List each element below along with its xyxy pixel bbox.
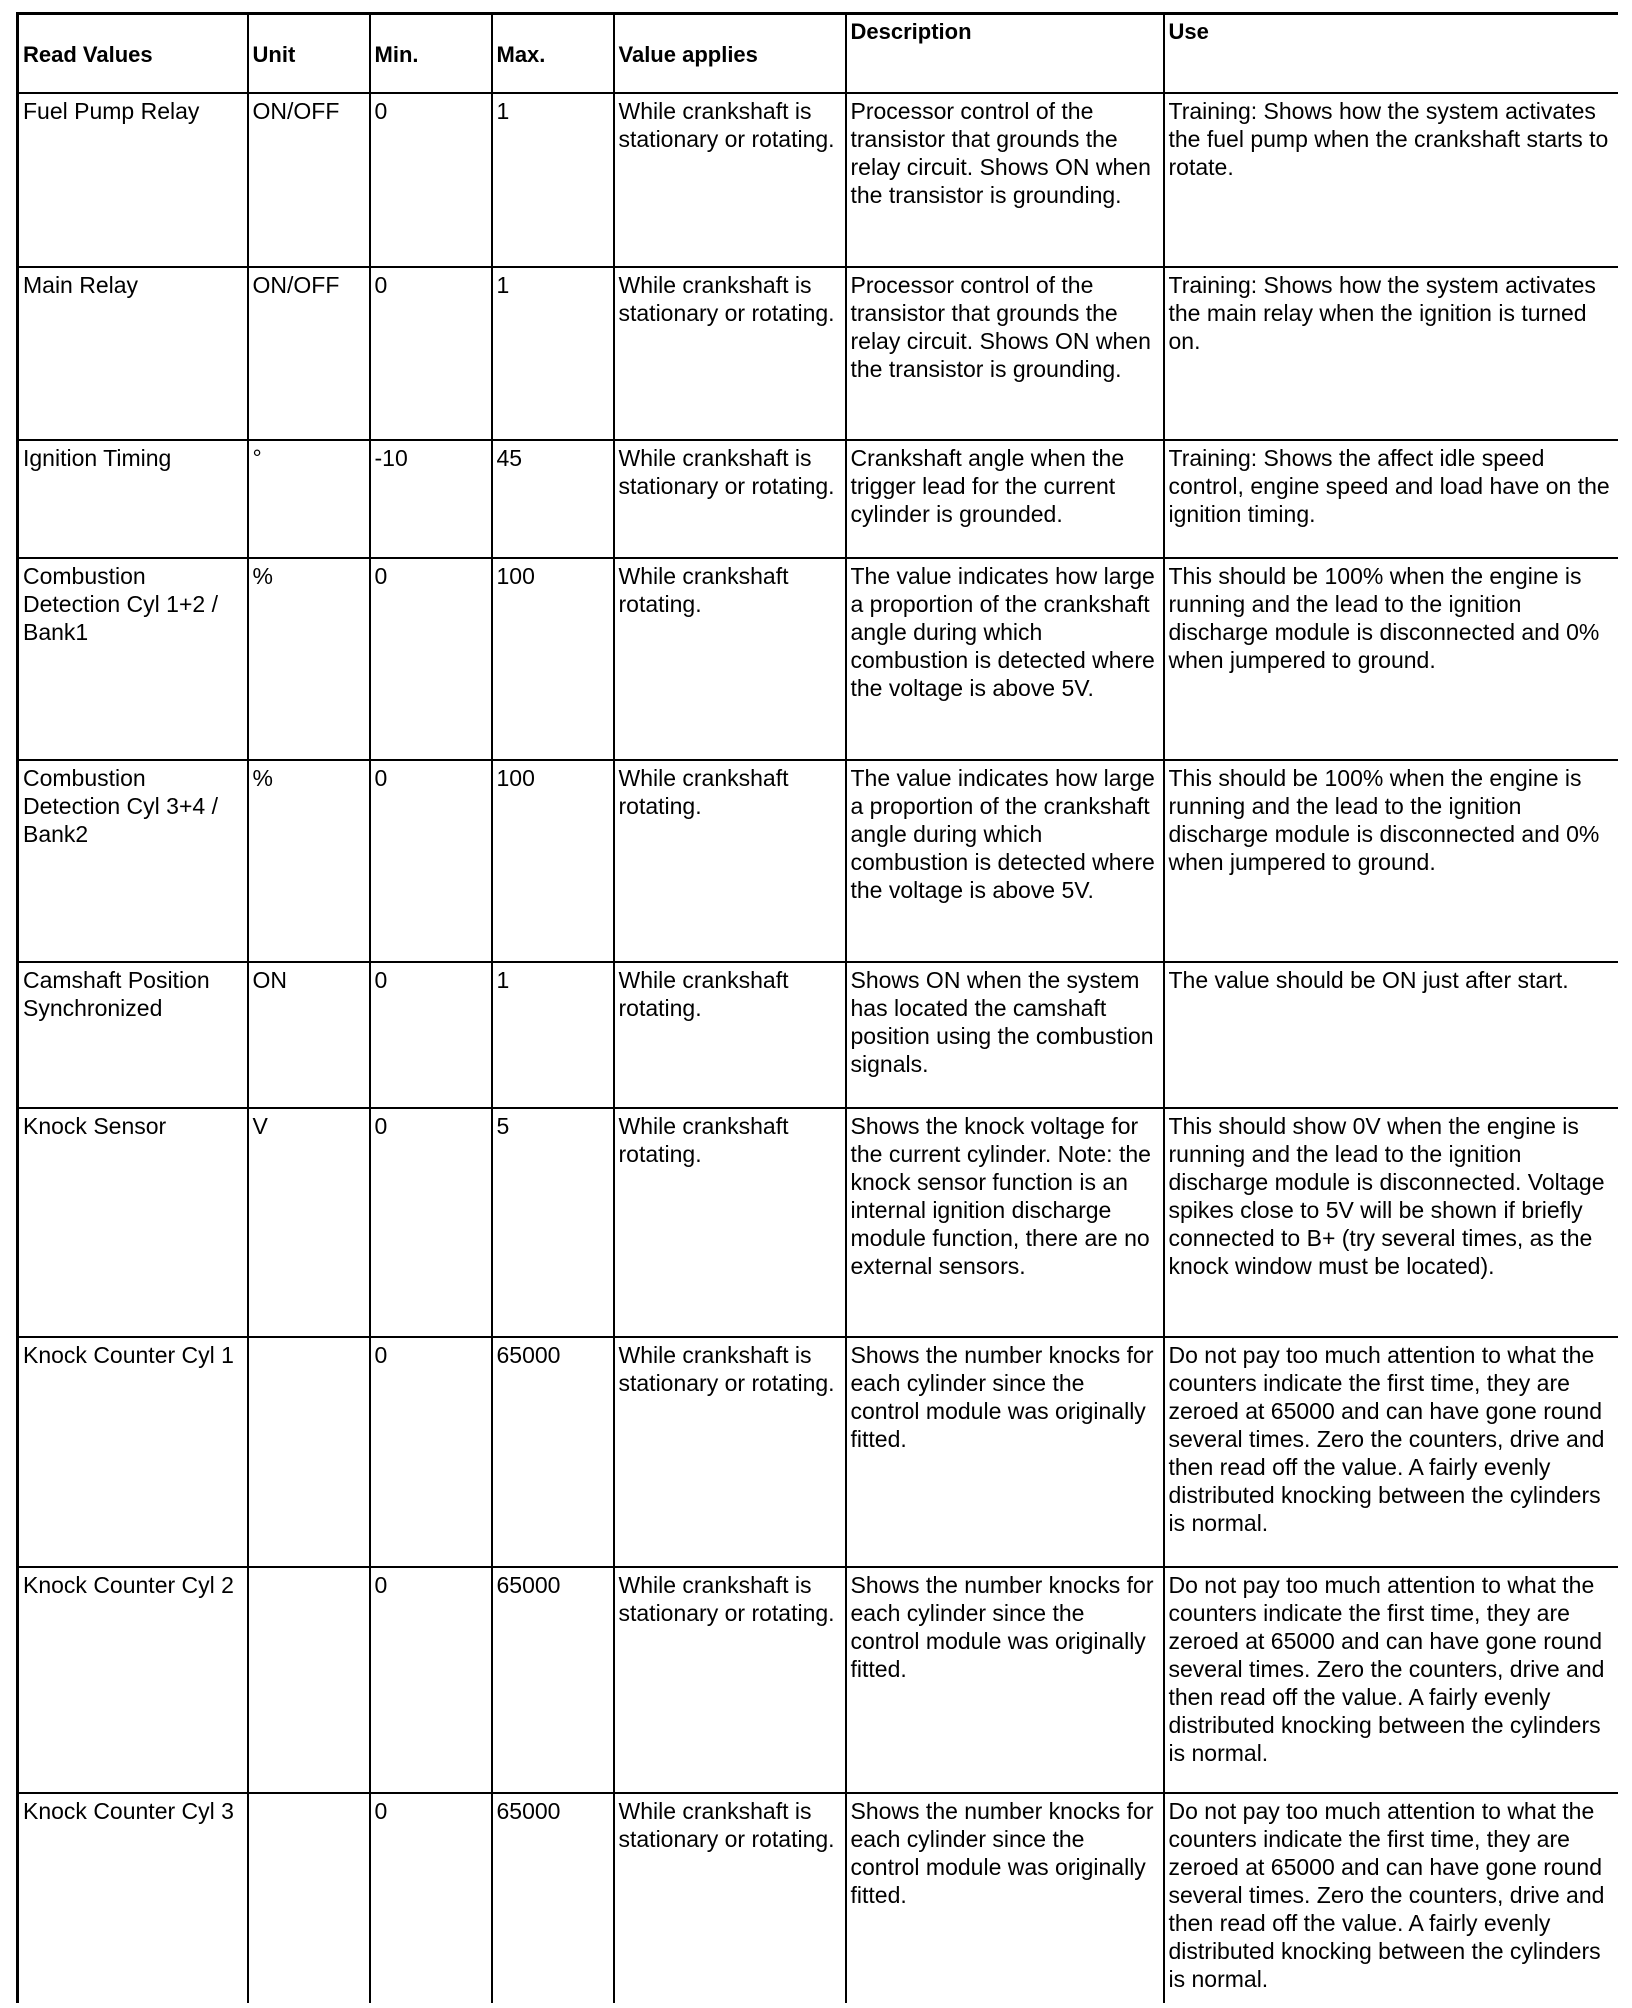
cell-description: Processor control of the transistor that grounds the relay circuit. Shows ON when the transistor is grounding.	[846, 267, 1164, 440]
cell-read-value: Fuel Pump Relay	[18, 93, 248, 267]
cell-use: Training: Shows how the system activates the main relay when the ignition is turned on.	[1164, 267, 1618, 440]
cell-description: The value indicates how large a proportion of the crankshaft angle during which combustion is detected where the voltage is above 5V.	[846, 558, 1164, 760]
table-row	[18, 1793, 1618, 2003]
cell-read-value: Combustion Detection Cyl 3+4 / Bank2	[18, 760, 248, 962]
cell-use: Do not pay too much attention to what the counters indicate the first time, they are zeroed at 65000 and can have gone round several times. Zero the counters, drive and then read off the value. A fairly evenly distributed knocking between the cylinders is normal.	[1164, 1337, 1618, 1567]
header-min: Min.	[370, 14, 492, 94]
cell-min: 0	[370, 558, 492, 760]
cell-value-applies: While crankshaft is stationary or rotating.	[614, 1793, 846, 2003]
cell-description: The value indicates how large a proportion of the crankshaft angle during which combustion is detected where the voltage is above 5V.	[846, 760, 1164, 962]
cell-value-applies: While crankshaft rotating.	[614, 558, 846, 760]
cell-max: 65000	[492, 1793, 614, 2003]
cell-unit: ON/OFF	[248, 93, 370, 267]
cell-description: Shows the number knocks for each cylinder since the control module was originally fitted.	[846, 1793, 1164, 2003]
cell-min: 0	[370, 93, 492, 267]
cell-use: This should be 100% when the engine is running and the lead to the ignition discharge module is disconnected and 0% when jumpered to ground.	[1164, 558, 1618, 760]
cell-value-applies: While crankshaft is stationary or rotating.	[614, 93, 846, 267]
cell-min: 0	[370, 1567, 492, 1793]
cell-use: This should be 100% when the engine is running and the lead to the ignition discharge module is disconnected and 0% when jumpered to ground.	[1164, 760, 1618, 962]
cell-max: 100	[492, 760, 614, 962]
cell-description: Shows the number knocks for each cylinder since the control module was originally fitted.	[846, 1567, 1164, 1793]
cell-max: 65000	[492, 1567, 614, 1793]
table-row	[18, 93, 1618, 267]
cell-description: Shows ON when the system has located the camshaft position using the combustion signals.	[846, 962, 1164, 1108]
cell-use: Training: Shows the affect idle speed control, engine speed and load have on the ignition timing.	[1164, 440, 1618, 558]
cell-use: Do not pay too much attention to what the counters indicate the first time, they are zeroed at 65000 and can have gone round several times. Zero the counters, drive and then read off the value. A fairly evenly distributed knocking between the cylinders is normal.	[1164, 1793, 1618, 2003]
cell-read-value: Knock Counter Cyl 2	[18, 1567, 248, 1793]
table-header-row	[18, 14, 1618, 94]
cell-value-applies: While crankshaft rotating.	[614, 962, 846, 1108]
cell-read-value: Knock Counter Cyl 3	[18, 1793, 248, 2003]
header-max: Max.	[492, 14, 614, 94]
cell-value-applies: While crankshaft is stationary or rotating.	[614, 440, 846, 558]
cell-use: Do not pay too much attention to what the counters indicate the first time, they are zeroed at 65000 and can have gone round several times. Zero the counters, drive and then read off the value. A fairly evenly distributed knocking between the cylinders is normal.	[1164, 1567, 1618, 1793]
cell-value-applies: While crankshaft rotating.	[614, 760, 846, 962]
cell-use: Training: Shows how the system activates the fuel pump when the crankshaft starts to rotate.	[1164, 93, 1618, 267]
cell-max: 1	[492, 93, 614, 267]
table-row	[18, 760, 1618, 962]
cell-read-value: Camshaft Position Synchronized	[18, 962, 248, 1108]
cell-min: 0	[370, 1337, 492, 1567]
cell-min: 0	[370, 760, 492, 962]
cell-description: Shows the knock voltage for the current cylinder. Note: the knock sensor function is an internal ignition discharge module function, there are no external sensors.	[846, 1108, 1164, 1337]
cell-description: Shows the number knocks for each cylinder since the control module was originally fitted.	[846, 1337, 1164, 1567]
cell-value-applies: While crankshaft is stationary or rotating.	[614, 267, 846, 440]
cell-unit: %	[248, 760, 370, 962]
cell-unit: °	[248, 440, 370, 558]
cell-unit: ON	[248, 962, 370, 1108]
cell-unit	[248, 1337, 370, 1567]
cell-unit: ON/OFF	[248, 267, 370, 440]
cell-min: 0	[370, 962, 492, 1108]
header-description: Description	[846, 14, 1164, 94]
cell-read-value: Ignition Timing	[18, 440, 248, 558]
cell-value-applies: While crankshaft is stationary or rotating.	[614, 1567, 846, 1793]
cell-min: 0	[370, 1108, 492, 1337]
header-value-applies: Value applies	[614, 14, 846, 94]
cell-read-value: Knock Sensor	[18, 1108, 248, 1337]
table-row	[18, 1567, 1618, 1793]
cell-max: 1	[492, 267, 614, 440]
header-unit: Unit	[248, 14, 370, 94]
cell-max: 5	[492, 1108, 614, 1337]
cell-description: Processor control of the transistor that grounds the relay circuit. Shows ON when the transistor is grounding.	[846, 93, 1164, 267]
table-row	[18, 1108, 1618, 1337]
cell-max: 45	[492, 440, 614, 558]
cell-read-value: Combustion Detection Cyl 1+2 / Bank1	[18, 558, 248, 760]
cell-value-applies: While crankshaft rotating.	[614, 1108, 846, 1337]
cell-unit: %	[248, 558, 370, 760]
cell-max: 100	[492, 558, 614, 760]
header-use: Use	[1164, 14, 1618, 94]
cell-unit	[248, 1793, 370, 2003]
cell-read-value: Main Relay	[18, 267, 248, 440]
cell-min: 0	[370, 1793, 492, 2003]
cell-max: 1	[492, 962, 614, 1108]
table-row	[18, 440, 1618, 558]
cell-unit	[248, 1567, 370, 1793]
table-row	[18, 1337, 1618, 1567]
cell-value-applies: While crankshaft is stationary or rotating.	[614, 1337, 846, 1567]
read-values-table	[16, 12, 1618, 2003]
cell-unit: V	[248, 1108, 370, 1337]
cell-min: 0	[370, 267, 492, 440]
cell-description: Crankshaft angle when the trigger lead for the current cylinder is grounded.	[846, 440, 1164, 558]
cell-min: -10	[370, 440, 492, 558]
table-row	[18, 962, 1618, 1108]
table-row	[18, 558, 1618, 760]
cell-use: This should show 0V when the engine is running and the lead to the ignition discharge module is disconnected. Voltage spikes close to 5V will be shown if briefly connected to B+ (try several times, as the knock window must be located).	[1164, 1108, 1618, 1337]
table-row	[18, 267, 1618, 440]
cell-read-value: Knock Counter Cyl 1	[18, 1337, 248, 1567]
cell-use: The value should be ON just after start.	[1164, 962, 1618, 1108]
header-read-values: Read Values	[18, 14, 248, 94]
cell-max: 65000	[492, 1337, 614, 1567]
